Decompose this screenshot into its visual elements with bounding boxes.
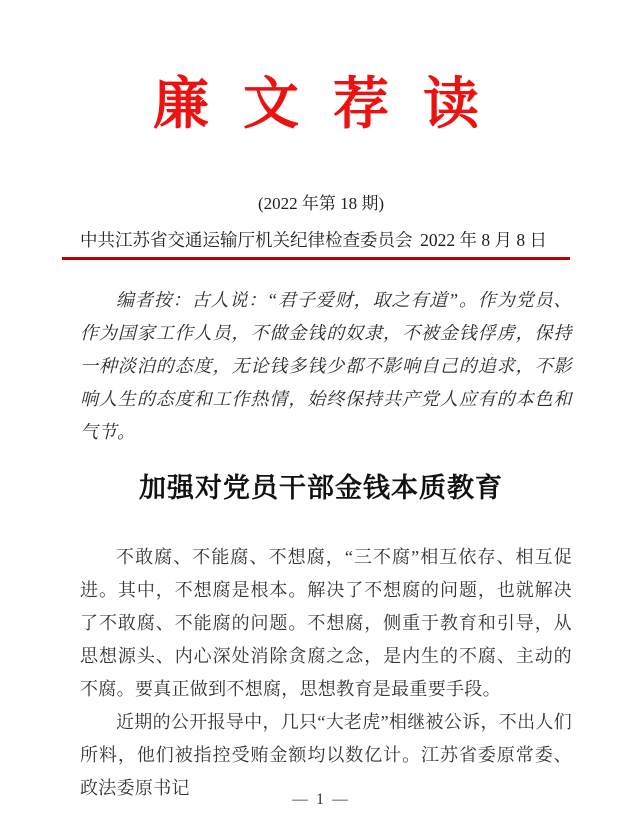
article-title: 加强对党员干部金钱本质教育 — [139, 473, 503, 504]
article-body — [80, 541, 572, 805]
header-rule-divider — [62, 257, 570, 260]
article-paragraph: 不敢腐、不能腐、不想腐，“三不腐”相互依存、相互促进。其中，不想腐是根本。解决了不想腐的问题，也就解决了不敢腐、不能腐的问题。不想腐，侧重于教育和引导，从思想源头、内心深处消除贪腐之念，是内生的不腐、主动的不腐。要真正做到不想腐，思想教育是最重要手段。 — [80, 547, 572, 700]
editor-note: 编者按：古人说：“君子爱财，取之有道”。作为党员、作为国家工作人员，不做金钱的奴隶，不被金钱俘虏，保持一种淡泊的态度，无论钱多钱少都不影响自己的追求，不影响人生的态度和工作热情，始终保持共产党人应有的本色和气节。 — [80, 290, 572, 443]
article-paragraph: 近期的公开报导中，几只“大老虎”相继被公诉，不出人们所料，他们被指控受贿金额均以数亿计。江苏省委原常委、政法委原书记 — [80, 712, 572, 799]
issue-number: (2022 年第 18 期) — [257, 194, 385, 214]
masthead-title: 廉 文 荐 读 — [153, 74, 489, 136]
publisher-name: 中共江苏省交通运输厅机关纪律检查委员会 — [80, 230, 413, 251]
publisher-header — [80, 229, 572, 252]
publish-date: 2022 年 8 月 8 日 — [420, 230, 547, 251]
page-number: — 1 — — [292, 791, 350, 808]
